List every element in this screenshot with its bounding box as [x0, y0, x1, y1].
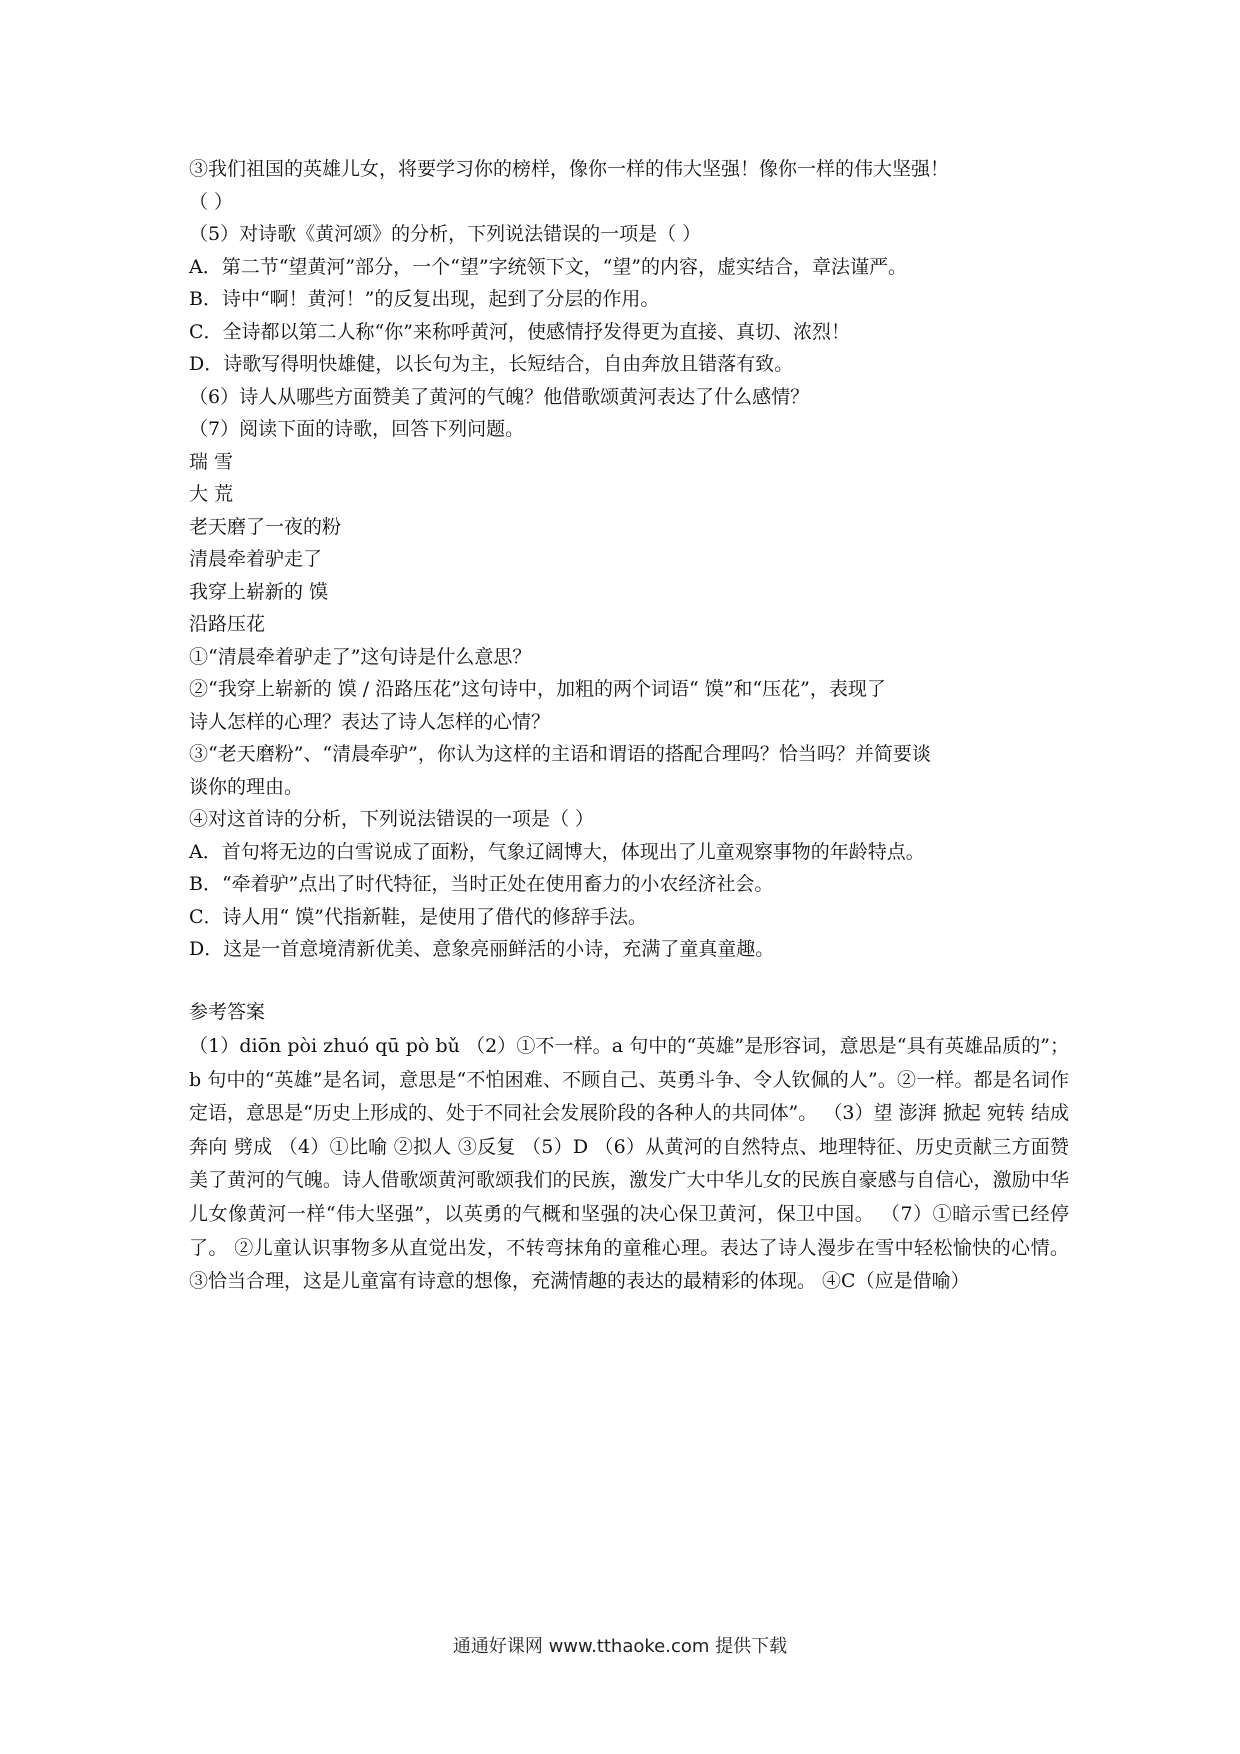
poem-author: 大 荒 — [189, 483, 234, 505]
question-line: ②“我穿上崭新的 馍 / 沿路压花”这句诗中，加粗的两个词语“ 馍”和“压花”，表现了 — [189, 678, 886, 700]
question-line: ①“清晨牵着驴走了”这句诗是什么意思？ — [189, 645, 532, 668]
poem-line: 清晨牵着驴走了 — [189, 548, 323, 570]
question-line: （ ） — [189, 190, 234, 213]
question-line: （5）对诗歌《黄河颂》的分析，下列说法错误的一项是（ ） — [189, 223, 702, 245]
option-line: C．全诗都以第二人称“你”来称呼黄河，使感情抒发得更为直接、真切、浓烈！ — [189, 320, 850, 343]
section-gap — [189, 966, 1069, 996]
option-line: B．“牵着驴”点出了时代特征，当时正处在使用畜力的小农经济社会。 — [189, 873, 774, 895]
question-line: 诗人怎样的心理？表达了诗人怎样的心情？ — [189, 710, 551, 733]
question-line: ③“老天磨粉”、“清晨牵驴”，你认为这样的主语和谓语的搭配合理吗？恰当吗？并简要谈 — [189, 743, 931, 765]
option-line: A．首句将无边的白雪说成了面粉，气象辽阔博大，体现出了儿童观察事物的年龄特点。 — [189, 840, 925, 863]
option-line: D．诗歌写得明快雄健，以长句为主，长短结合，自由奔放且错落有致。 — [189, 353, 794, 375]
poem-line: 沿路压花 — [189, 613, 266, 635]
page-footer: 通通好课网 www.tthaoke.com 提供下载 — [452, 1636, 788, 1657]
question-line: （6）诗人从哪些方面赞美了黄河的气魄？他借歌颂黄河表达了什么感情？ — [189, 385, 810, 408]
answers-text: （1）diōn pòi zhuó qū pò bǔ （2）①不一样。a 句中的“英雄”是形容词，意思是“具有英雄品质的”；b 句中的“英雄”是名词，意思是“不怕困难、不顾自己、英勇斗争、令人钦佩的人”。②一样。都是名词作定语，意思是“历史上形成的、处于不同社会发展阶段的各种人的共同体”。 （3）望 澎湃 掀起 宛转 结成 奔向 劈成 （4）①比喻 ②拟人 ③反复 （5）D （6）从黄河的自然特点、地理特征、历史贡献三方面赞美了黄河的气魄。诗人借歌颂黄河歌颂我们的民族，激发广大中华儿女的民族自豪感与自信心，激励中华儿女像黄河一样“伟大坚强”，以英勇的气概和坚强的决心保卫黄河，保卫中国。 （7）①暗示雪已经停了。 ②儿童认识事物多从直觉出发，不转弯抹角的童稚心理。表达了诗人漫步在雪中轻松愉快的心情。 ③恰当合理，这是儿童富有诗意的想像，充满情趣的表达的最精彩的体现。 ④C（应是借喻） — [189, 1035, 1069, 1293]
question-line: ④对这首诗的分析，下列说法错误的一项是（ ） — [189, 808, 595, 830]
option-line: C．诗人用“ 馍”代指新鞋，是使用了借代的修辞手法。 — [189, 905, 648, 928]
document-body — [189, 153, 1069, 1299]
option-line: A．第二节“望黄河”部分，一个“望”字统领下文，“望”的内容，虚实结合，章法谨严。 — [189, 255, 908, 278]
poem-line: 我穿上崭新的 馍 — [189, 580, 329, 603]
option-line: B．诗中“啊！黄河！”的反复出现，起到了分层的作用。 — [189, 288, 660, 310]
question-line: ③我们祖国的英雄儿女，将要学习你的榜样，像你一样的伟大坚强！像你一样的伟大坚强！ — [189, 158, 950, 180]
answers-heading: 参考答案 — [189, 1000, 266, 1023]
poem-line: 老天磨了一夜的粉 — [189, 515, 342, 538]
question-line: （7）阅读下面的诗歌，回答下列问题。 — [189, 418, 525, 440]
question-line: 谈你的理由。 — [189, 775, 304, 798]
option-line: D．这是一首意境清新优美、意象亮丽鲜活的小诗，充满了童真童趣。 — [189, 938, 775, 960]
poem-title: 瑞 雪 — [189, 450, 234, 473]
